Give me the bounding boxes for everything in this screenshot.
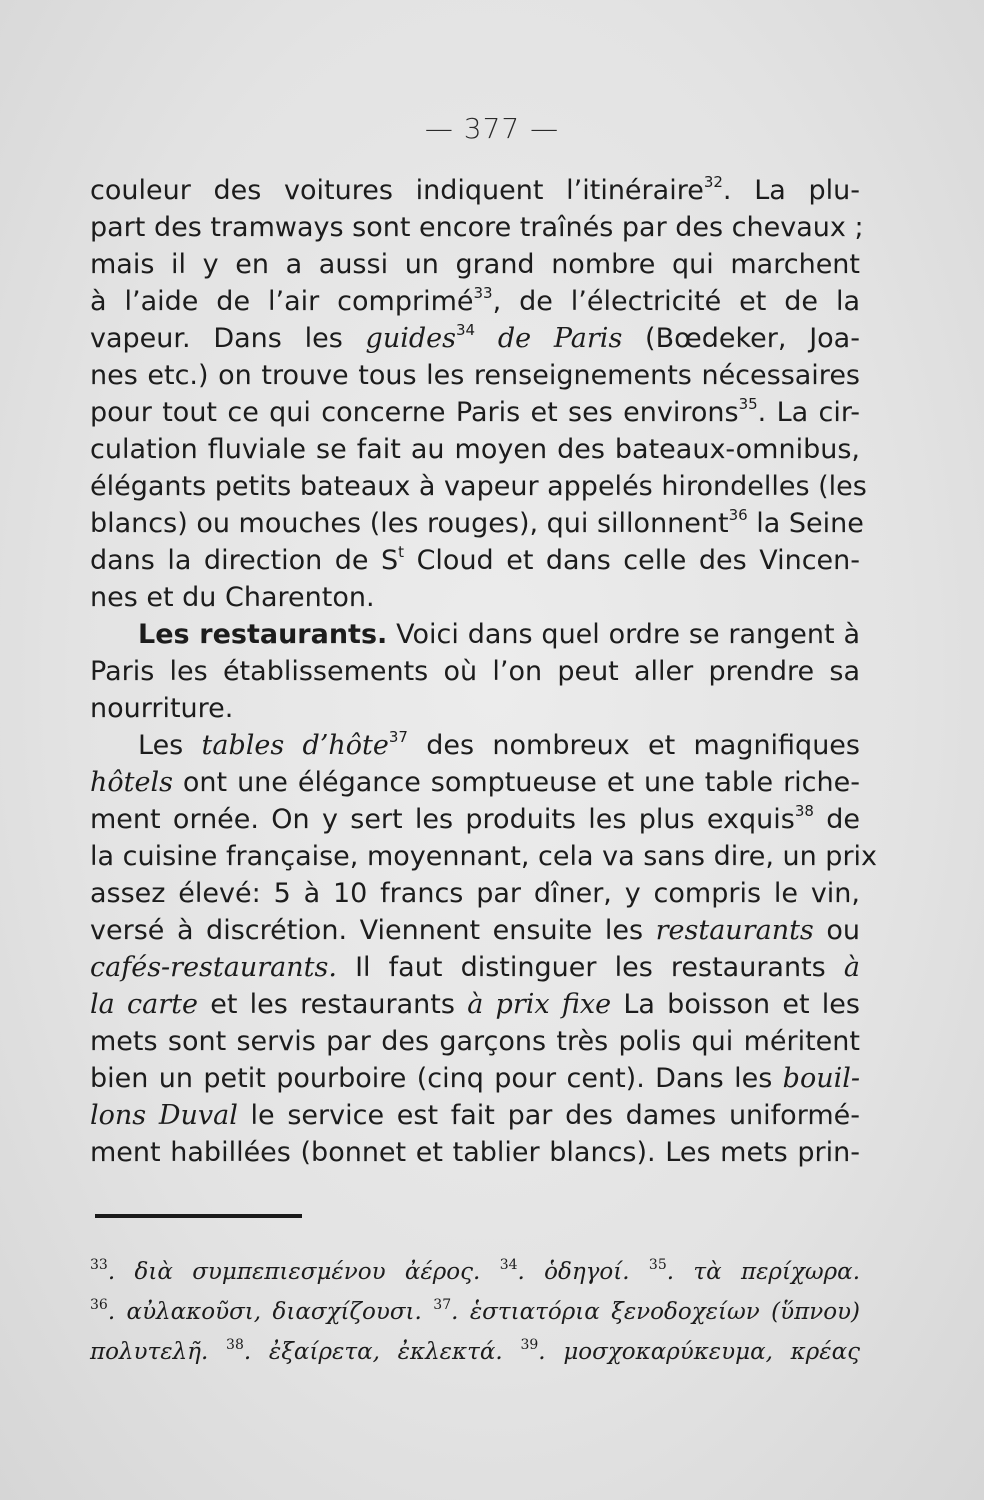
text-line — [90, 505, 864, 542]
footnote-text: . ὁδηγοί. — [517, 1259, 630, 1285]
footnote-number: 33 — [90, 1257, 108, 1273]
italic-run: cafés-restaurants. — [90, 952, 337, 983]
text-run: le service est fait par des dames uniformé- — [237, 1100, 860, 1131]
text-line — [90, 764, 860, 801]
footnote-number: 35 — [648, 1257, 667, 1273]
text-run: versé à discrétion. Viennent ensuite les — [90, 915, 656, 946]
text-run: vapeur. Dans les — [90, 323, 366, 354]
text-run: à l’aide de l’air comprimé — [90, 286, 474, 317]
text-run: blancs) ou mouches (les rouges), qui sillonnent — [90, 508, 729, 539]
footnote-marker: 37 — [388, 728, 408, 746]
text-line: nourriture. — [90, 693, 234, 724]
text-run: Il faut distinguer les restaurants — [336, 952, 844, 983]
footnote-rule — [95, 1214, 302, 1218]
text-run: , de l’électricité et de la — [492, 286, 861, 317]
footnote-number: 36 — [90, 1297, 108, 1313]
footnote-marker: 38 — [794, 802, 814, 820]
text-line: nes et du Charenton. — [90, 582, 375, 613]
footnote-text: . αὐλακοῦσι, διασχίζουσι. — [107, 1299, 422, 1325]
text-line — [90, 1060, 860, 1097]
footnote-marker: 34 — [455, 321, 476, 339]
text-run: . La plu- — [722, 175, 860, 206]
text-run: couleur des voitures indiquent l’itinéraire — [90, 175, 704, 206]
text-run: et les restaurants — [197, 989, 468, 1020]
text-run: Voici dans quel ordre se rangent à — [387, 619, 860, 650]
text-run: la Seine — [747, 508, 864, 539]
text-line — [90, 986, 860, 1023]
text-line — [90, 727, 860, 764]
section-heading: Les restaurants. — [138, 619, 388, 650]
italic-run: la carte — [90, 989, 198, 1020]
text-run: ment ornée. On y sert les produits les plus exquis — [90, 804, 795, 835]
italic-run: bouil- — [782, 1063, 860, 1094]
text-line — [90, 172, 860, 209]
footnote-text: . ἑστιατόρια ξενοδοχείων (ὕπνου) — [451, 1299, 860, 1325]
footnote-line — [90, 1292, 860, 1332]
text-line: élégants petits bateaux à vapeur appelés hirondelles (les — [90, 471, 867, 502]
footnotes — [90, 1252, 860, 1372]
footnote-number: 37 — [433, 1297, 452, 1313]
text-line: la cuisine française, moyennant, cela va sans dire, un prix — [90, 841, 878, 872]
text-run: ou — [813, 915, 860, 946]
text-line: assez élevé: 5 à 10 francs par dîner, y compris le vin, — [90, 878, 860, 909]
text-run: des nombreux et magnifiques — [407, 730, 860, 761]
text-run: dans la direction de S — [90, 545, 399, 576]
text-line: Paris les établissements où l’on peut aller prendre sa — [90, 656, 860, 687]
text-line: ment habillées (bonnet et tablier blancs). Les mets prin- — [90, 1137, 860, 1168]
footnote-marker: 35 — [738, 395, 758, 413]
footnote-number: 39 — [520, 1337, 539, 1353]
footnote-marker: 36 — [728, 506, 748, 524]
footnote-text: πολυτελῆ. — [90, 1339, 209, 1365]
text-line — [90, 616, 860, 653]
page-number: — 377 — — [424, 112, 560, 145]
text-line — [90, 1097, 860, 1134]
footnote-text: . ἐξαίρετα, ἐκλεκτά. — [243, 1339, 503, 1365]
text-run: bien un petit pourboire (cinq pour cent). Dans les — [90, 1063, 783, 1094]
text-run: (Bœdeker, Joa- — [622, 323, 860, 354]
text-line — [90, 394, 860, 431]
main-text — [90, 172, 878, 1171]
text-run: ont une élégance somptueuse et une table riche- — [172, 767, 860, 798]
text-line: culation fluviale se fait au moyen des bateaux-omnibus, — [90, 434, 860, 465]
italic-run: restaurants — [655, 915, 814, 946]
italic-run: à prix fixe — [467, 989, 612, 1020]
footnote-line — [90, 1252, 860, 1292]
italic-run: de Paris — [475, 323, 623, 354]
text-run: de — [813, 804, 860, 835]
superscript-abbrev: t — [398, 543, 405, 561]
text-line: part des tramways sont encore traînés par des chevaux ; — [90, 212, 864, 243]
text-line: mets sont servis par des garçons très polis qui méritent — [90, 1026, 860, 1057]
text-line: mais il y en a aussi un grand nombre qui marchent — [90, 249, 860, 280]
footnote-number: 38 — [226, 1337, 244, 1353]
text-run: Cloud et dans celle des Vincen- — [404, 545, 861, 576]
italic-run: lons Duval — [90, 1100, 238, 1131]
text-run: Les — [138, 730, 202, 761]
italic-run: tables d’hôte — [201, 730, 389, 761]
text-line: nes etc.) on trouve tous les renseignements nécessaires — [90, 360, 860, 391]
text-line — [90, 949, 860, 986]
text-line — [90, 283, 860, 320]
footnote-number: 34 — [499, 1257, 518, 1273]
footnote-marker: 32 — [703, 173, 723, 191]
text-line — [90, 542, 860, 579]
footnote-text: . διὰ συμπεπιεσμένου ἀέρος. — [107, 1259, 481, 1285]
text-run: pour tout ce qui concerne Paris et ses environs — [90, 397, 739, 428]
footnote-text: . τὰ περίχωρα. — [666, 1259, 861, 1285]
italic-run: guides — [365, 323, 456, 354]
footnote-line — [90, 1332, 860, 1372]
text-line — [90, 912, 860, 949]
text-run: . La cir- — [757, 397, 860, 428]
footnote-text: . μοσχοκαρύκευμα, κρέας — [538, 1339, 861, 1365]
footnote-marker: 33 — [473, 284, 493, 302]
text-line — [90, 320, 860, 357]
italic-run: à — [843, 952, 860, 983]
text-line — [90, 801, 860, 838]
italic-run: hôtels — [90, 767, 173, 798]
text-run: La boisson et les — [611, 989, 860, 1020]
